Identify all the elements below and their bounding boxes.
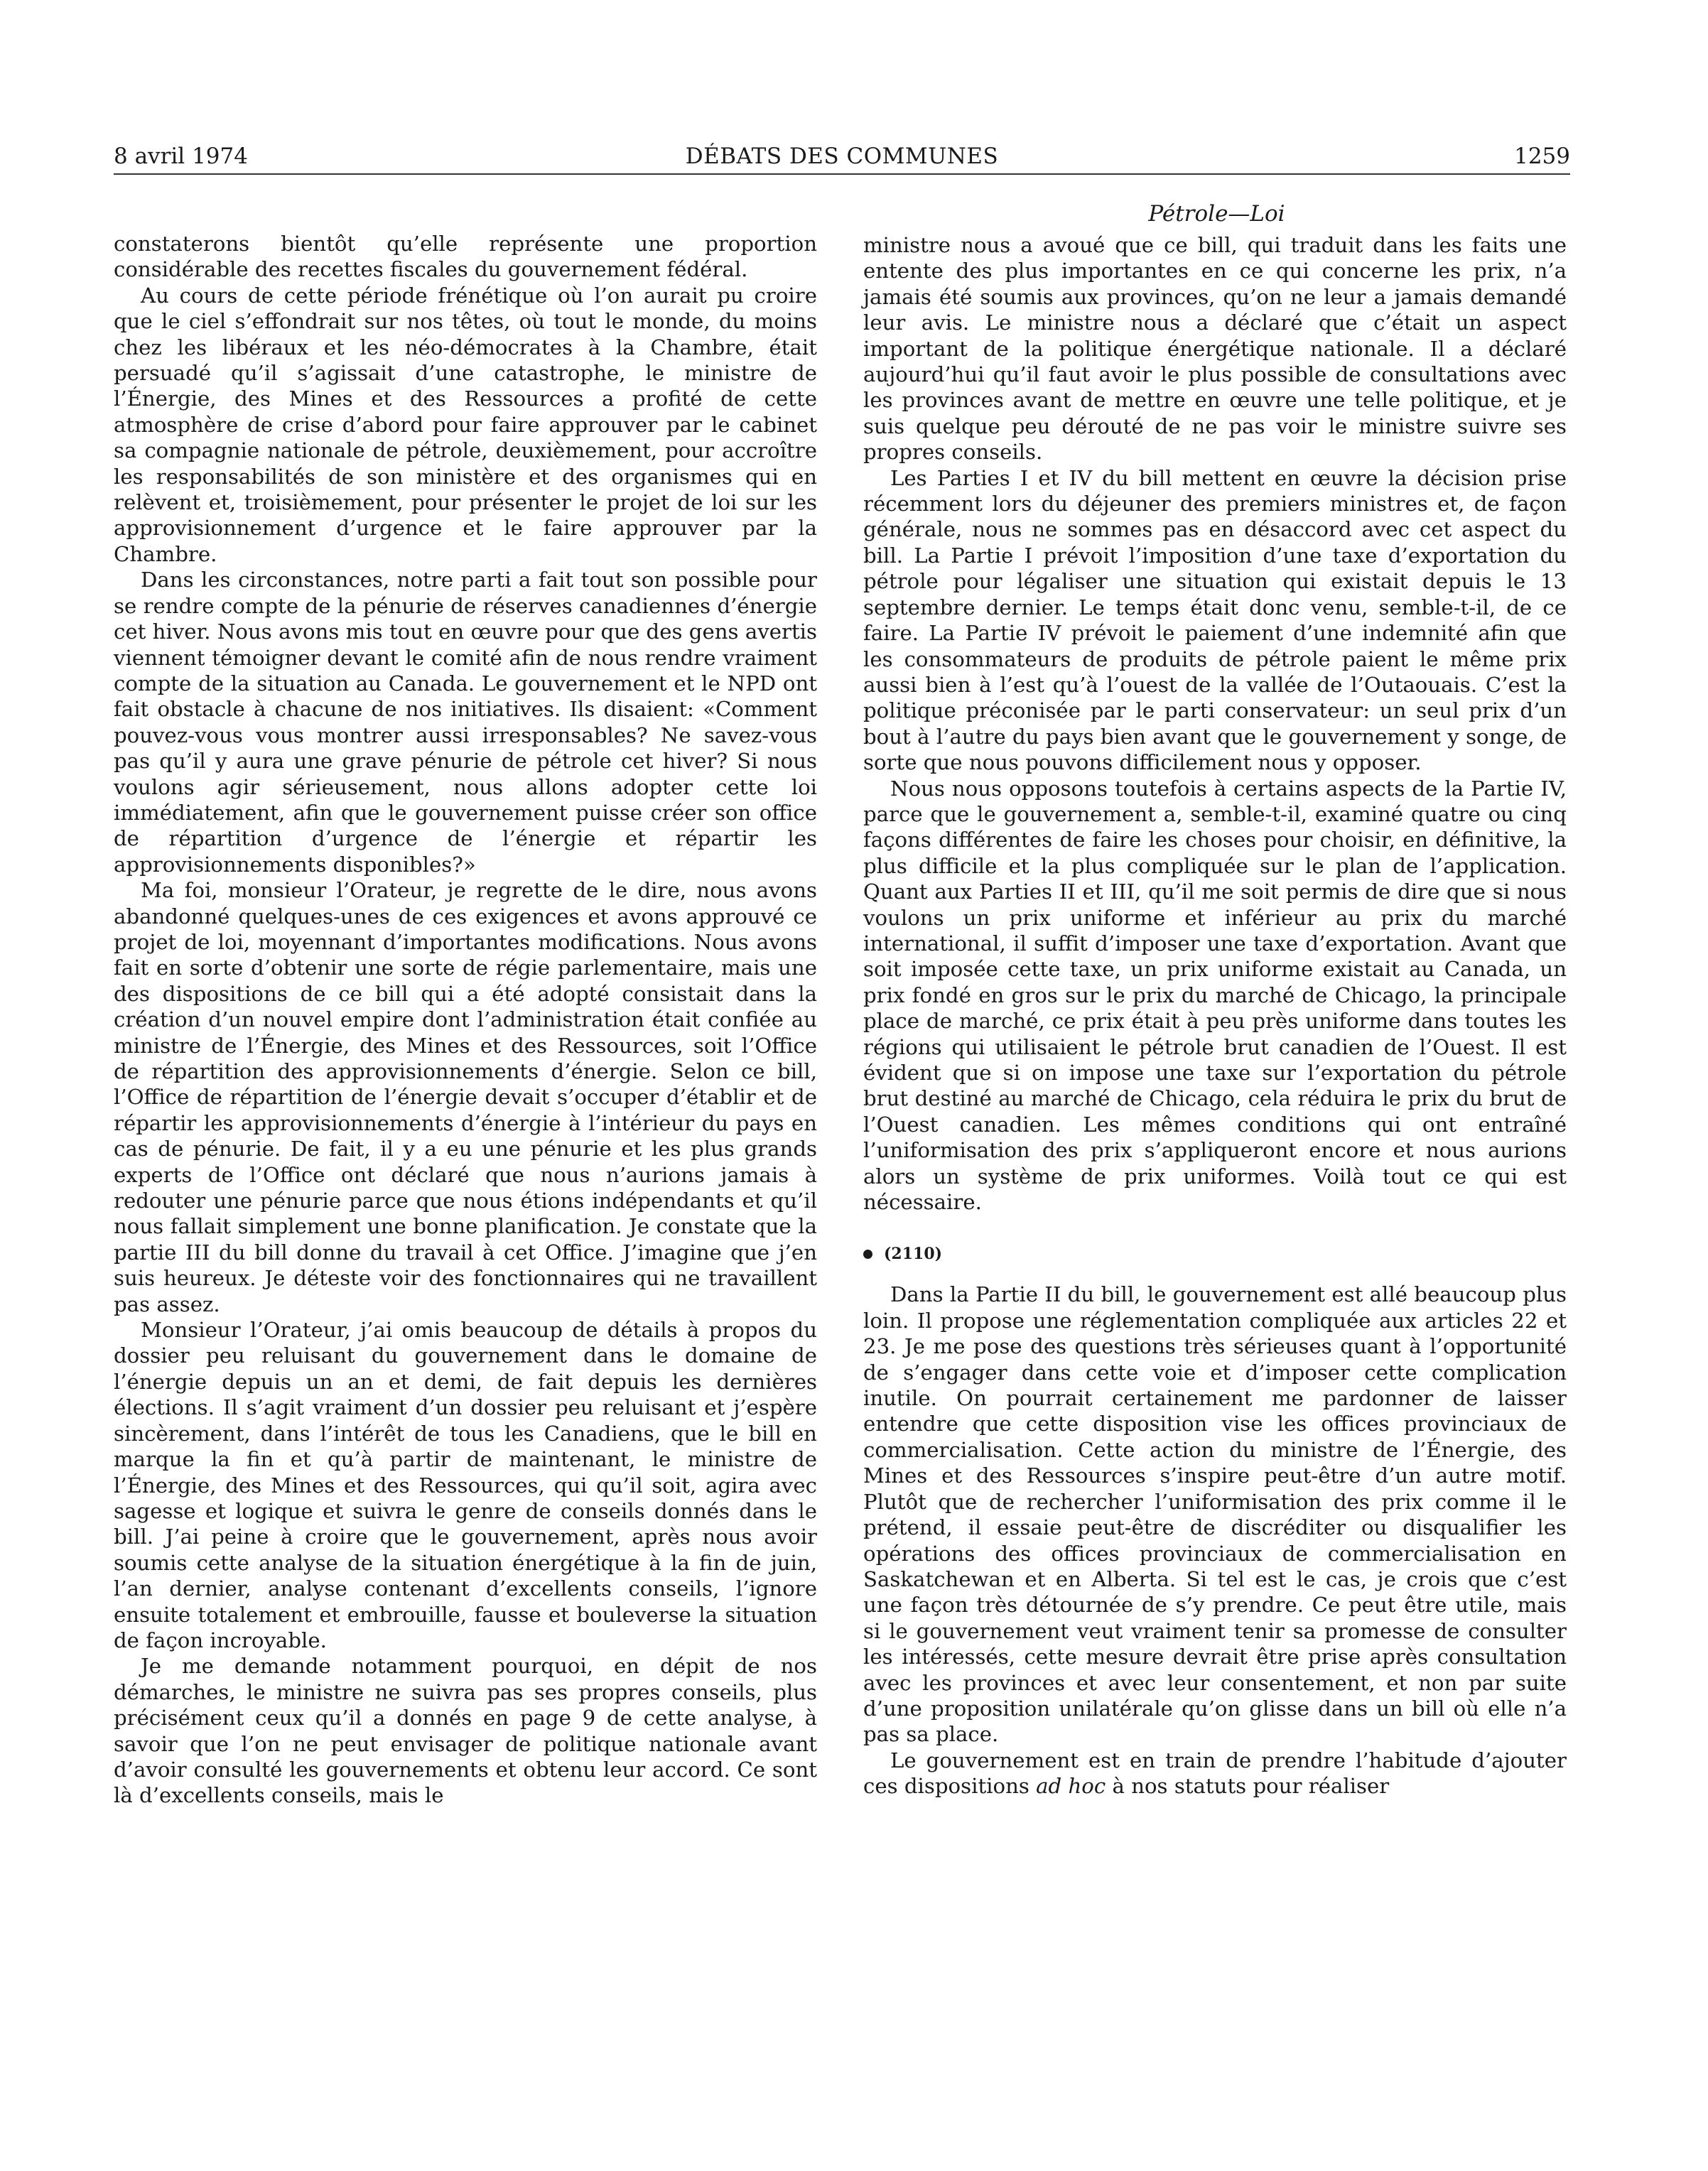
header-rule — [114, 173, 1570, 175]
paragraph: Je me demande notamment pourquoi, en dépit de nos démarches, le ministre ne suivra pas ses propres conseils, plus précisément ceux qu’il a donnés en page 9 de cette analyse, à savoir que l’on ne peut envisager de politique nationale avant d’avoir consulté les gouvernements et obtenu leur accord. Ce sont là d’excellents conseils, mais le — [114, 1654, 817, 1808]
paragraph: constaterons bientôt qu’elle représente une proportion considérable des recettes fiscales du gouvernement fédéral. — [114, 232, 817, 282]
page-number: 1259 — [1514, 144, 1570, 169]
header-title: DÉBATS DES COMMUNES — [685, 144, 999, 169]
header-date: 8 avril 1974 — [114, 144, 248, 169]
paragraph: Les Parties I et IV du bill mettent en œuvre la décision prise récemment lors du déjeuner des premiers ministres et, de façon générale, nous ne sommes pas en désaccord avec cet aspect du bill. La Partie I prévoit l’imposition d’une taxe d’exportation du pétrole pour légaliser une situation qui existait depuis le 13 septembre dernier. Le temps était donc venu, semble-t-il, de ce faire. La Partie IV prévoit le paiement d’une indemnité afin que les consommateurs de produits de pétrole paient le même prix aussi bien à l’est qu’à l’ouest de la vallée de l’Outaouais. C’est la politique préconisée par le parti conservateur: un seul prix d’un bout à l’autre du pays bien avant que le gouvernement y songe, de sorte que nous pouvons difficilement nous y opposer. — [863, 465, 1567, 775]
left-column — [114, 231, 817, 1809]
paragraph: ministre nous a avoué que ce bill, qui traduit dans les faits une entente des plus importantes en ce qui concerne les prix, n’a jamais été soumis aux provinces, qu’on ne leur a jamais demandé leur avis. Le ministre nous a déclaré que c’était un aspect important de la politique énergétique nationale. Il a déclaré aujourd’hui qu’il faut avoir le plus possible de consultations avec les provinces avant de mettre en œuvre une telle politique, et je suis quelque peu dérouté de ne pas voir le ministre suivre ses propres conseils. — [863, 233, 1567, 465]
paragraph: Dans la Partie II du bill, le gouvernement est allé beaucoup plus loin. Il propose une réglementation compliquée aux articles 22 et 23. Je me pose des questions très sérieuses quant à l’opportunité de s’engager dans cette voie et d’imposer cette complication inutile. On pourrait certainement me pardonner de laisser entendre que cette disposition vise les offices provinciaux de commercialisation. Cette action du ministre de l’Énergie, des Mines et des Ressources s’inspire peut-être d’un autre motif. Plutôt que de rechercher l’uniformisation des prix comme il le prétend, il essaie peut-être de discréditer ou disqualifier les opérations des offices provinciaux de commercialisation en Saskatchewan et en Alberta. Si tel est le cas, je crois que c’est une façon très détournée de s’y prendre. Ce peut être utile, mais si le gouvernement veut vraiment tenir sa promesse de consulter les intéressés, cette mesure devrait être prise après consultation avec les provinces et avec leur consentement, et non par suite d’une proposition unilatérale qu’on glisse dans un bill où elle n’a pas sa place. — [863, 1282, 1567, 1747]
paragraph: Ma foi, monsieur l’Orateur, je regrette de le dire, nous avons abandonné quelques-unes de ces exigences et avons approuvé ce projet de loi, moyennant d’importantes modifications. Nous avons fait en sorte d’obtenir une sorte de régie parlementaire, mais une des dispositions de ce bill qui a été adopté consistait dans la création d’un nouvel empire dont l’administration était confiée au ministre de l’Énergie, des Mines et des Ressources, soit l’Office de répartition des approvisionnements d’énergie. Selon ce bill, l’Office de répartition de l’énergie devait s’occuper d’établir et de répartir les approvisionnements d’énergie à l’intérieur du pays en cas de pénurie. De fait, il y a eu une pénurie et les plus grands experts de l’Office ont déclaré que nous n’aurions jamais à redouter une pénurie parce que nous étions indépendants et qu’il nous fallait simplement une bonne planification. Je constate que la partie III du bill donne du travail à cet Office. J’imagine que j’en suis heureux. Je déteste voir des fonctionnaires qui ne travaillent pas assez. — [114, 878, 817, 1316]
italic-term: ad hoc — [1036, 1774, 1106, 1799]
text-span: Le gouvernement est en train de prendre l’habitude d’ajouter ces dispositions — [863, 1748, 1567, 1799]
paragraph-last — [863, 1748, 1567, 1799]
paragraph: Nous nous opposons toutefois à certains aspects de la Partie IV, parce que le gouvernement a, semble-t-il, examiné quatre ou cinq façons différentes de faire les choses pour choisir, en définitive, la plus difficile et la plus compliquée sur le plan de l’application. Quant aux Parties II et III, qu’il me soit permis de dire que si nous voulons un prix uniforme et inférieur au prix du marché international, il suffit d’imposer une taxe d’exportation. Avant que soit imposée cette taxe, un prix uniforme existait au Canada, un prix fondé en gros sur le prix du marché de Chicago, la principale place de marché, ce prix était à peu près uniforme dans toutes les régions qui utilisaient le pétrole brut canadien de l’Ouest. Il est évident que si on impose une taxe sur l’exportation du pétrole brut destiné au marché de Chicago, cela réduira le prix du brut de l’Ouest canadien. Les mêmes conditions qui ont entraîné l’uniformisation des prix s’appliqueront encore et nous aurions alors un système de prix uniformes. Voilà tout ce qui est nécessaire. — [863, 776, 1567, 1215]
paragraph: Dans les circonstances, notre parti a fait tout son possible pour se rendre compte de la pénurie de réserves canadiennes d’énergie cet hiver. Nous avons mis tout en œuvre pour que des gens avertis viennent témoigner devant le comité afin de nous rendre vraiment compte de la situation au Canada. Le gouvernement et le NPD ont fait obstacle à chacune de nos initiatives. Ils disaient: «Comment pouvez-vous vous montrer aussi irresponsables? Ne savez-vous pas qu’il y aura une grave pénurie de pétrole cet hiver? Si nous voulons agir sérieusement, nous allons adopter cette loi immédiatement, afin que le gouvernement puisse créer son office de répartition d’urgence de l’énergie et répartir les approvisionnements disponibles?» — [114, 568, 817, 877]
paragraph: Au cours de cette période frénétique où l’on aurait pu croire que le ciel s’effondrait sur nos têtes, où tout le monde, du moins chez les libéraux et les néo-démocrates à la Chambre, était persuadé qu’il s’agissait d’une catastrophe, le ministre de l’Énergie, des Mines et des Ressources a profité de cette atmosphère de crise d’abord pour faire approuver par le cabinet sa compagnie nationale de pétrole, deuxièmement, pour accroître les responsabilités de son ministère et des organismes qui en relèvent et, troisièmement, pour présenter le projet de loi sur les approvisionnement d’urgence et le faire approuver par la Chambre. — [114, 283, 817, 566]
time-marker-text: (2110) — [884, 1245, 943, 1264]
page-header — [114, 141, 1570, 172]
bullet-icon — [863, 1250, 872, 1259]
running-head: Pétrole—Loi — [1148, 201, 1285, 227]
text-span: à nos statuts pour réaliser — [1106, 1774, 1390, 1799]
right-column — [863, 232, 1567, 1799]
time-marker — [863, 1243, 1567, 1265]
paragraph: Monsieur l’Orateur, j’ai omis beaucoup de détails à propos du dossier peu reluisant du gouvernement dans le domaine de l’énergie depuis un an et demi, de fait depuis les dernières élections. Il s’agit vraiment d’un dossier peu reluisant et j’espère sincèrement, dans l’intérêt de tous les Canadiens, que le bill en marque la fin et qu’à partir de maintenant, le ministre de l’Énergie, des Mines et des Ressources, qui qu’il soit, agira avec sagesse et logique et suivra le genre de conseils donnés dans le bill. J’ai peine à croire que le gouvernement, après nous avoir soumis cette analyse de la situation énergétique à la fin de juin, l’an dernier, analyse contenant d’excellents conseils, l’ignore ensuite totalement et embrouille, fausse et bouleverse la situation de façon incroyable. — [114, 1318, 817, 1652]
